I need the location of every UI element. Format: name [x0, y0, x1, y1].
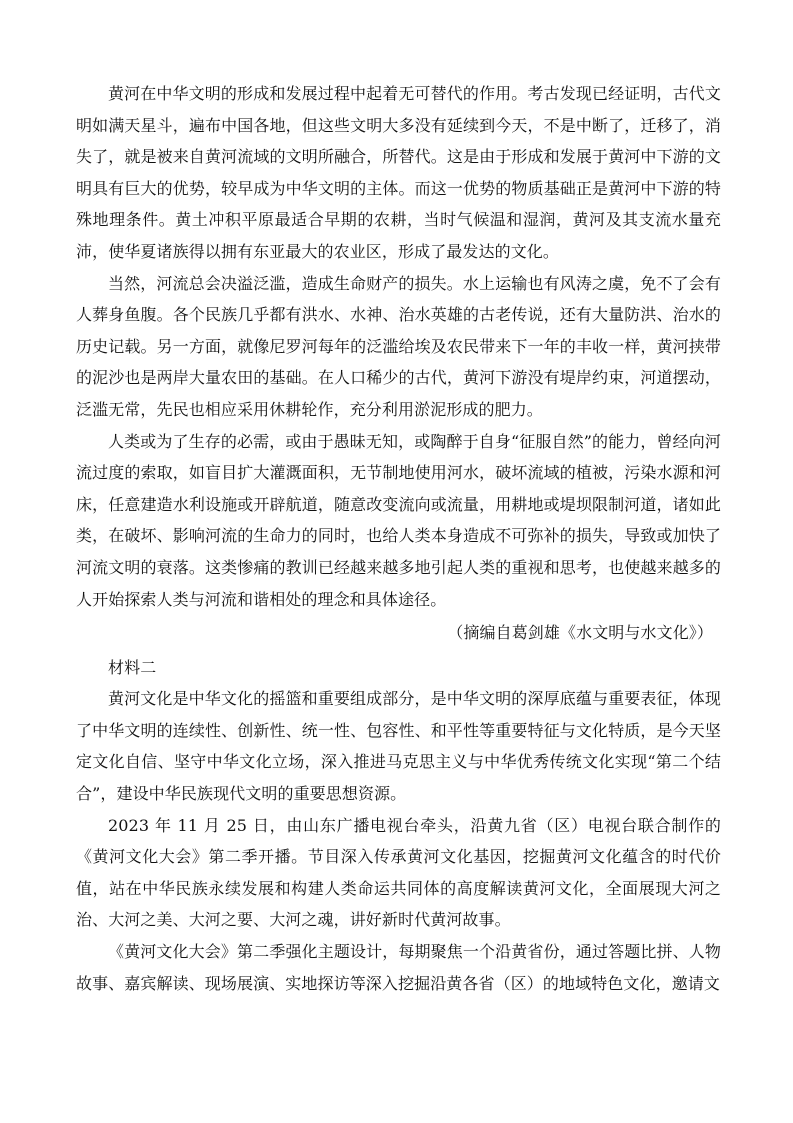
paragraph-1: 黄河在中华文明的形成和发展过程中起着无可替代的作用。考古发现已经证明，古代文明如满天星斗，遍布中国各地，但这些文明大多没有延续到今天，不是中断了，迁移了，消失了，就是被来自黄河流域的文明所融合，所替代。这是由于形成和发展于黄河中下游的文明具有巨大的优势，较早成为中华文明的主体。而这一优势的物质基础正是黄河中下游的特殊地理条件。黄土冲积平原最适合早期的农耕，当时气候温和湿润，黄河及其支流水量充沛，使华夏诸族得以拥有东亚最大的农业区，形成了最发达的文化。	[76, 84, 721, 261]
paragraph-5: 2023 年 11 月 25 日，由山东广播电视台牵头，沿黄九省（区）电视台联合制作的《黄河文化大会》第二季开播。节目深入传承黄河文化基因，挖掘黄河文化蕴含的时代价值，站在中华民族永续发展和构建人类命运共同体的高度解读黄河文化，全面展现大河之治、大河之美、大河之要、大河之魂，讲好新时代黄河故事。	[76, 815, 721, 930]
material-two-label: 材料二	[108, 657, 157, 677]
document-body	[76, 78, 721, 999]
paragraph-3: 人类或为了生存的必需，或由于愚昧无知，或陶醉于自身“征服自然”的能力，曾经向河流过度的索取，如盲目扩大灌溉面积，无节制地使用河水，破坏流域的植被，污染水源和河床，任意建造水利设施或开辟航道，随意改变流向或流量，用耕地或堤坝限制河道，诸如此类，在破坏、影响河流的生命力的同时，也给人类本身造成不可弥补的损失，导致或加快了河流文明的衰落。这类惨痛的教训已经越来越多地引起人类的重视和思考，也使越来越多的人开始探索人类与河流和谐相处的理念和具体途径。	[76, 431, 721, 609]
paragraph-2: 当然，河流总会决溢泛滥，造成生命财产的损失。水上运输也有风涛之虞，免不了会有人葬身鱼腹。各个民族几乎都有洪水、水神、治水英雄的古老传说，还有大量防洪、治水的历史记载。另一方面，就像尼罗河每年的泛滥给埃及农民带来下一年的丰收一样，黄河挟带的泥沙也是两岸大量农田的基础。在人口稀少的古代，黄河下游没有堤岸约束，河道摆动，泛滥无常，先民也相应采用休耕轮作，充分利用淤泥形成的肥力。	[76, 273, 721, 419]
citation-source: （摘编自葛剑雄《水文明与水文化》）	[447, 623, 713, 643]
paragraph-4: 黄河文化是中华文化的摇篮和重要组成部分，是中华文明的深厚底蕴与重要表征，体现了中华文明的连续性、创新性、统一性、包容性、和平性等重要特征与文化特质，是今天坚定文化自信、坚守中华文化立场，深入推进马克思主义与中华优秀传统文化实现“第二个结合”，建设中华民族现代文明的重要思想资源。	[76, 689, 721, 804]
paragraph-6: 《黄河文化大会》第二季强化主题设计，每期聚焦一个沿黄省份，通过答题比拼、人物故事、嘉宾解读、现场展演、实地探访等深入挖掘沿黄各省（区）的地域特色文化，邀请文	[76, 942, 721, 993]
